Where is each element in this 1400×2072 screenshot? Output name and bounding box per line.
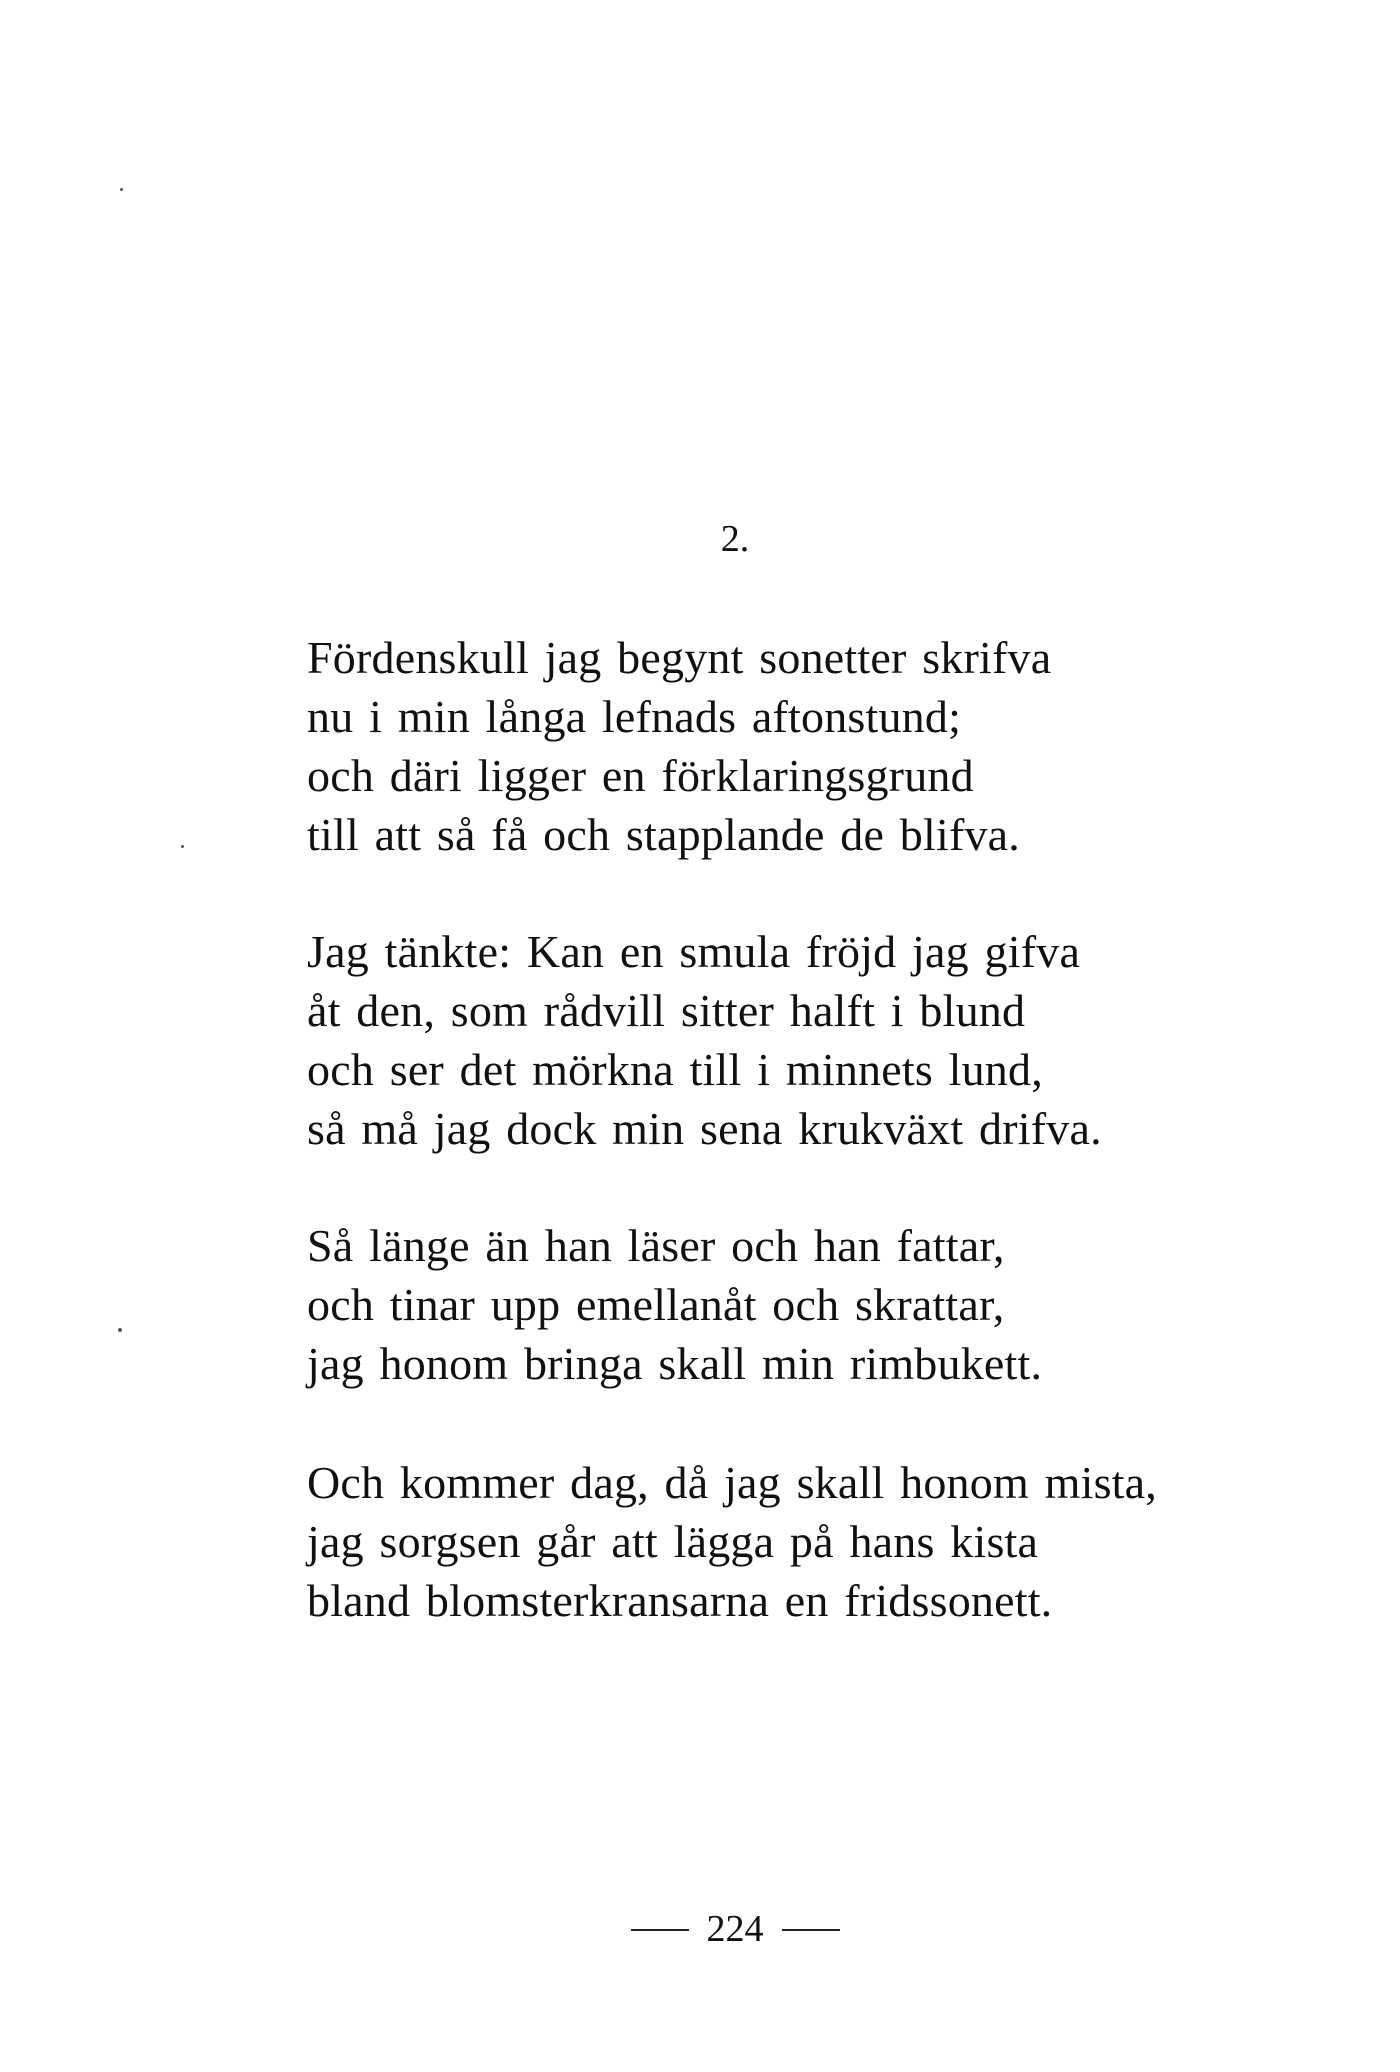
page-footer [0, 1910, 1400, 1948]
folio-dash-right [782, 1929, 840, 1931]
poem-line: och däri ligger en förklaringsgrund [307, 750, 974, 801]
poem-line: nu i min långa lefnads aftonstund; [307, 691, 962, 742]
stanza-3 [307, 1216, 1357, 1393]
stanza-4 [307, 1453, 1357, 1630]
poem-line: jag honom bringa skall min rimbukett. [307, 1338, 1043, 1389]
poem-line: åt den, som rådvill sitter halft i blund [307, 985, 1026, 1036]
poem-line: så må jag dock min sena krukväxt drifva. [307, 1103, 1102, 1154]
poem-line: och ser det mörkna till i minnets lund, [307, 1044, 1043, 1095]
folio-dash-left [631, 1929, 689, 1931]
sonnet [307, 628, 1357, 1688]
print-speck [118, 1328, 122, 1332]
poem-line: jag sorgsen går att lägga på hans kista [307, 1516, 1039, 1567]
stanza-1 [307, 628, 1357, 864]
section-number: 2. [720, 518, 750, 560]
poem-line: och tinar upp emellanåt och skrattar, [307, 1279, 1005, 1330]
poem-line: Jag tänkte: Kan en smula fröjd jag gifva [307, 926, 1081, 977]
stanza-2 [307, 922, 1357, 1158]
poem-line: Fördenskull jag begynt sonetter skrifva [307, 632, 1052, 683]
print-speck [181, 845, 184, 848]
poem-line: Så länge än han läser och han fattar, [307, 1220, 1005, 1271]
poem-line: till att så få och stapplande de blifva. [307, 809, 1020, 860]
poem-line: bland blomsterkransarna en fridssonett. [307, 1575, 1053, 1626]
print-speck [120, 188, 123, 191]
poem-line: Och kommer dag, då jag skall honom mista, [307, 1457, 1157, 1508]
page-number: 224 [706, 1908, 764, 1950]
